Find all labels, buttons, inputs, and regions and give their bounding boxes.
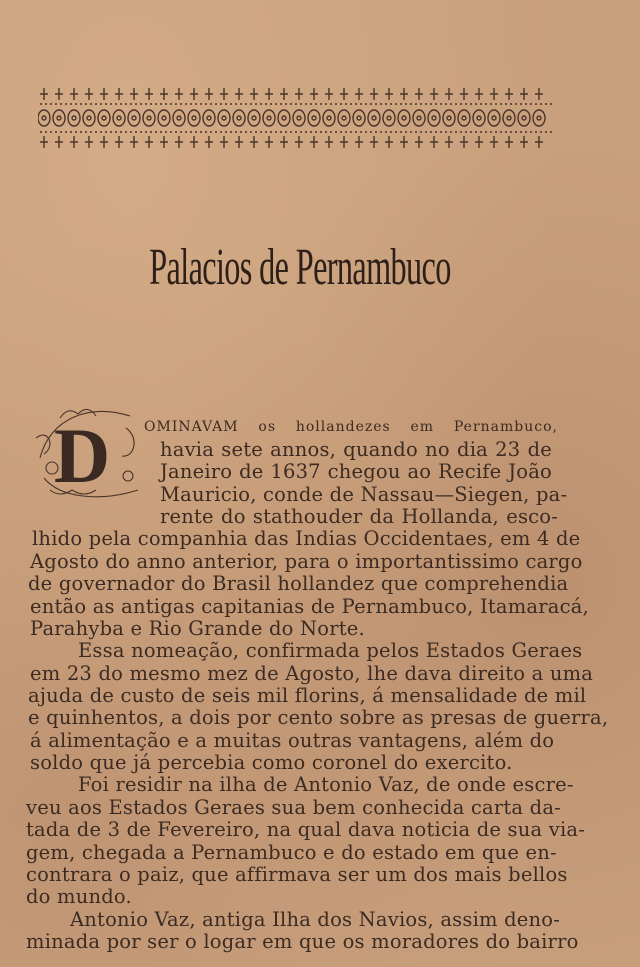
text-line: Mauricio, conde de Nassau—Siegen, pa-: [160, 483, 568, 506]
text-line: Essa nomeação, confirmada pelos Estados Geraes: [78, 639, 583, 662]
text-line: Foi residir na ilha de Antonio Vaz, de onde escre-: [78, 773, 574, 796]
text-line: soldo que já percebia como coronel do exercito.: [30, 751, 513, 774]
text-line: lhido pela companhia das Indias Occidentaes, em 4 de: [32, 527, 581, 550]
text-line: contrara o paiz, que affirmava ser um dos mais bellos: [26, 863, 568, 886]
text-line: então as antigas capitanias de Pernambuco, Itamaracá,: [30, 595, 589, 618]
text-line: Parahyba e Rio Grande do Norte.: [30, 617, 365, 640]
text-line: do mundo.: [26, 885, 132, 908]
text-line: havia sete annos, quando no dia 23 de: [160, 438, 552, 461]
text-line: em 23 do mesmo mez de Agosto, lhe dava direito a uma: [30, 662, 594, 685]
text-line: ajuda de custo de seis mil florins, á mensalidade de mil: [28, 684, 587, 707]
text-line: veu aos Estados Geraes sua bem conhecida carta da-: [26, 796, 561, 819]
text-line: e quinhentos, a dois por cento sobre as presas de guerra,: [28, 706, 609, 729]
text-line: Janeiro de 1637 chegou ao Recife João: [160, 460, 552, 483]
text-line: á alimentação e a muitas outras vantagens, além do: [30, 729, 555, 752]
text-line: Agosto do anno anterior, para o importantissimo cargo: [30, 550, 583, 573]
text-line: minada por ser o logar em que os moradores do bairro: [26, 930, 579, 953]
text-line: tada de 3 de Fevereiro, na qual dava noticia de sua via-: [26, 818, 585, 841]
text-line: Antonio Vaz, antiga Ilha dos Navios, assim deno-: [70, 908, 561, 931]
text-line: rente do stathouder da Hollanda, esco-: [160, 505, 558, 528]
text-line: gem, chegada a Pernambuco e do estado em que en-: [26, 841, 557, 864]
dropcap-letter: D: [53, 412, 111, 499]
page-title: Palacios de Pernambuco: [149, 239, 451, 296]
text-line: OMINAVAM os hollandezes em Pernambuco,: [144, 419, 558, 435]
text-line: de governador do Brasil hollandez que comprehendia: [28, 572, 569, 595]
